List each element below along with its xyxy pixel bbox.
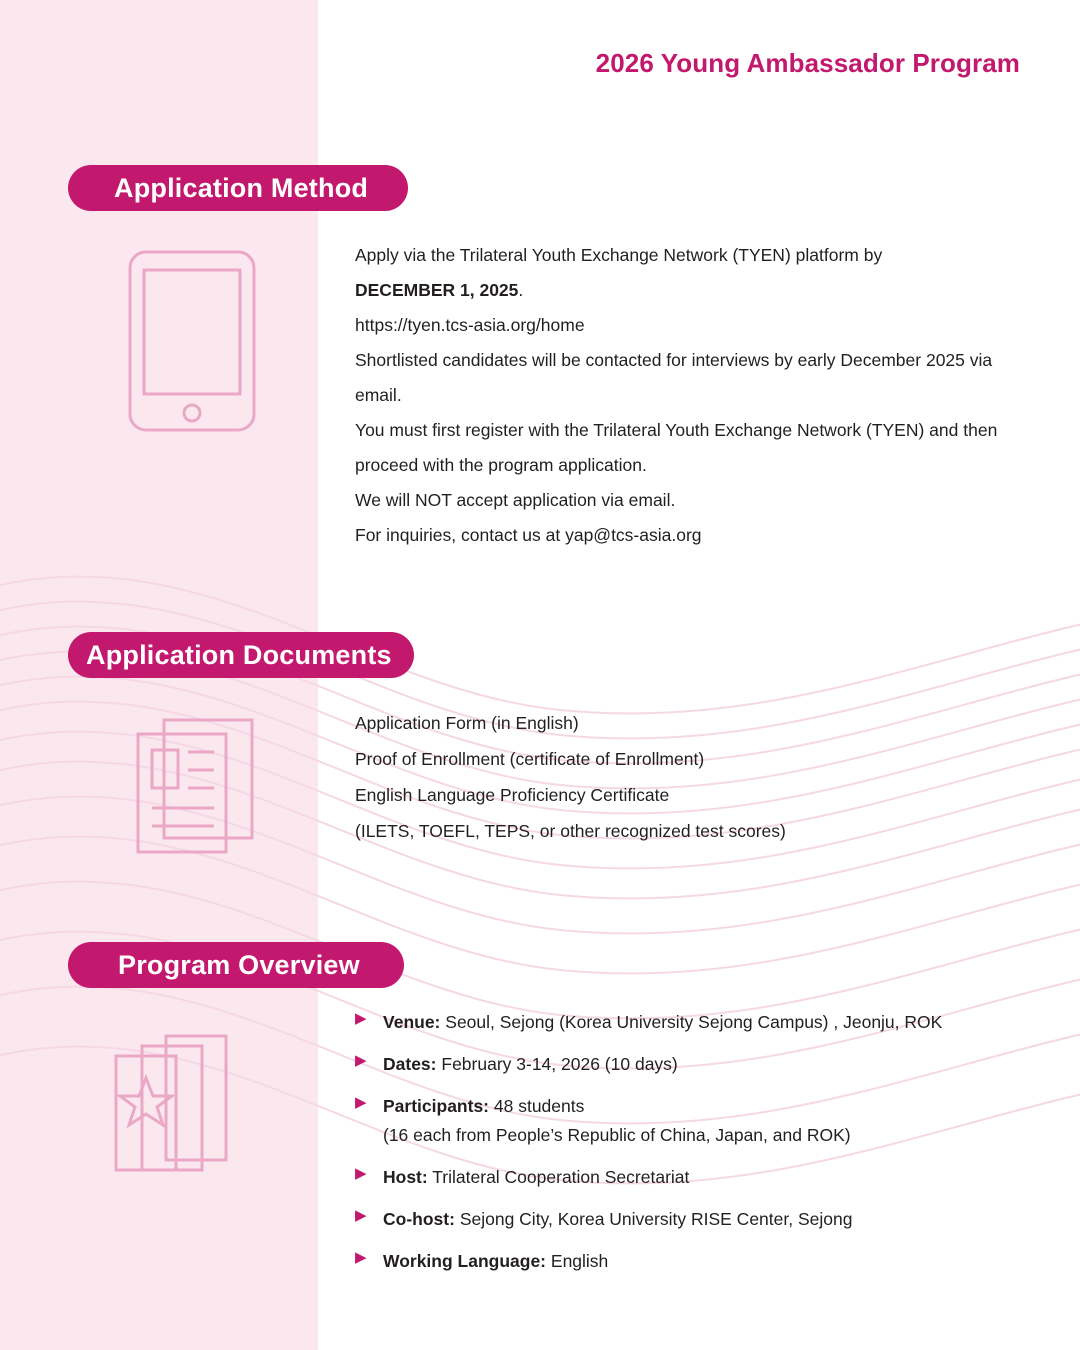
bullet-arrow-icon: ▶ <box>355 1094 367 1111</box>
method-url[interactable]: https://tyen.tcs-asia.org/home <box>355 315 585 335</box>
overview-value: Sejong City, Korea University RISE Center, Sejong <box>459 1209 853 1229</box>
section-heading-program-overview: Program Overview <box>68 942 404 988</box>
cards-star-icon <box>108 1030 268 1185</box>
bullet-arrow-icon: ▶ <box>355 1052 367 1069</box>
list-item <box>355 1163 1035 1192</box>
bullet-arrow-icon: ▶ <box>355 1165 367 1182</box>
list-item <box>355 1247 1035 1276</box>
document-item: (ILETS, TOEFL, TEPS, or other recognized test scores) <box>355 821 786 841</box>
list-item <box>355 1050 1035 1079</box>
page-title: 2026 Young Ambassador Program <box>595 48 1020 78</box>
method-line-1: Apply via the Trilateral Youth Exchange Network (TYEN) platform by <box>355 245 883 265</box>
list-item <box>355 1092 1035 1150</box>
list-item <box>355 1008 1035 1037</box>
method-line-5: You must first register with the Trilateral Youth Exchange Network (TYEN) and then proceed with the program application. <box>355 420 998 475</box>
bullet-arrow-icon: ▶ <box>355 1010 367 1027</box>
overview-label: Working Language: <box>383 1251 547 1271</box>
overview-value: English <box>550 1251 609 1271</box>
list-item <box>355 1205 1035 1234</box>
document-item: Proof of Enrollment (certificate of Enrollment) <box>355 749 705 769</box>
application-method-text <box>355 238 1035 553</box>
overview-label: Host: <box>383 1167 428 1187</box>
method-deadline-line: DECEMBER 1, 2025. <box>355 280 524 300</box>
section-heading-application-documents: Application Documents <box>68 632 414 678</box>
overview-label: Participants: <box>383 1096 489 1116</box>
overview-value: Seoul, Sejong (Korea University Sejong Campus) , Jeonju, ROK <box>445 1012 943 1032</box>
method-line-7: For inquiries, contact us at yap@tcs-asia.org <box>355 525 702 545</box>
document-item: Application Form (in English) <box>355 713 579 733</box>
bullet-arrow-icon: ▶ <box>355 1249 367 1266</box>
method-line-6: We will NOT accept application via email. <box>355 490 676 510</box>
document-item: English Language Proficiency Certificate <box>355 785 670 805</box>
overview-label: Venue: <box>383 1012 441 1032</box>
overview-label: Co-host: <box>383 1209 455 1229</box>
section-heading-application-method: Application Method <box>68 165 408 211</box>
method-line-4: Shortlisted candidates will be contacted for interviews by early December 2025 via email. <box>355 350 993 405</box>
application-documents-list <box>355 705 975 849</box>
overview-value: 48 students <box>493 1096 585 1116</box>
overview-value: Trilateral Cooperation Secretariat <box>432 1167 690 1187</box>
overview-label: Dates: <box>383 1054 437 1074</box>
documents-icon <box>130 712 270 867</box>
overview-value: February 3-14, 2026 (10 days) <box>441 1054 678 1074</box>
tablet-icon <box>128 250 256 437</box>
program-overview-list <box>355 1008 1035 1289</box>
bullet-arrow-icon: ▶ <box>355 1207 367 1224</box>
overview-subvalue: (16 each from People’s Republic of China, Japan, and ROK) <box>383 1125 851 1145</box>
